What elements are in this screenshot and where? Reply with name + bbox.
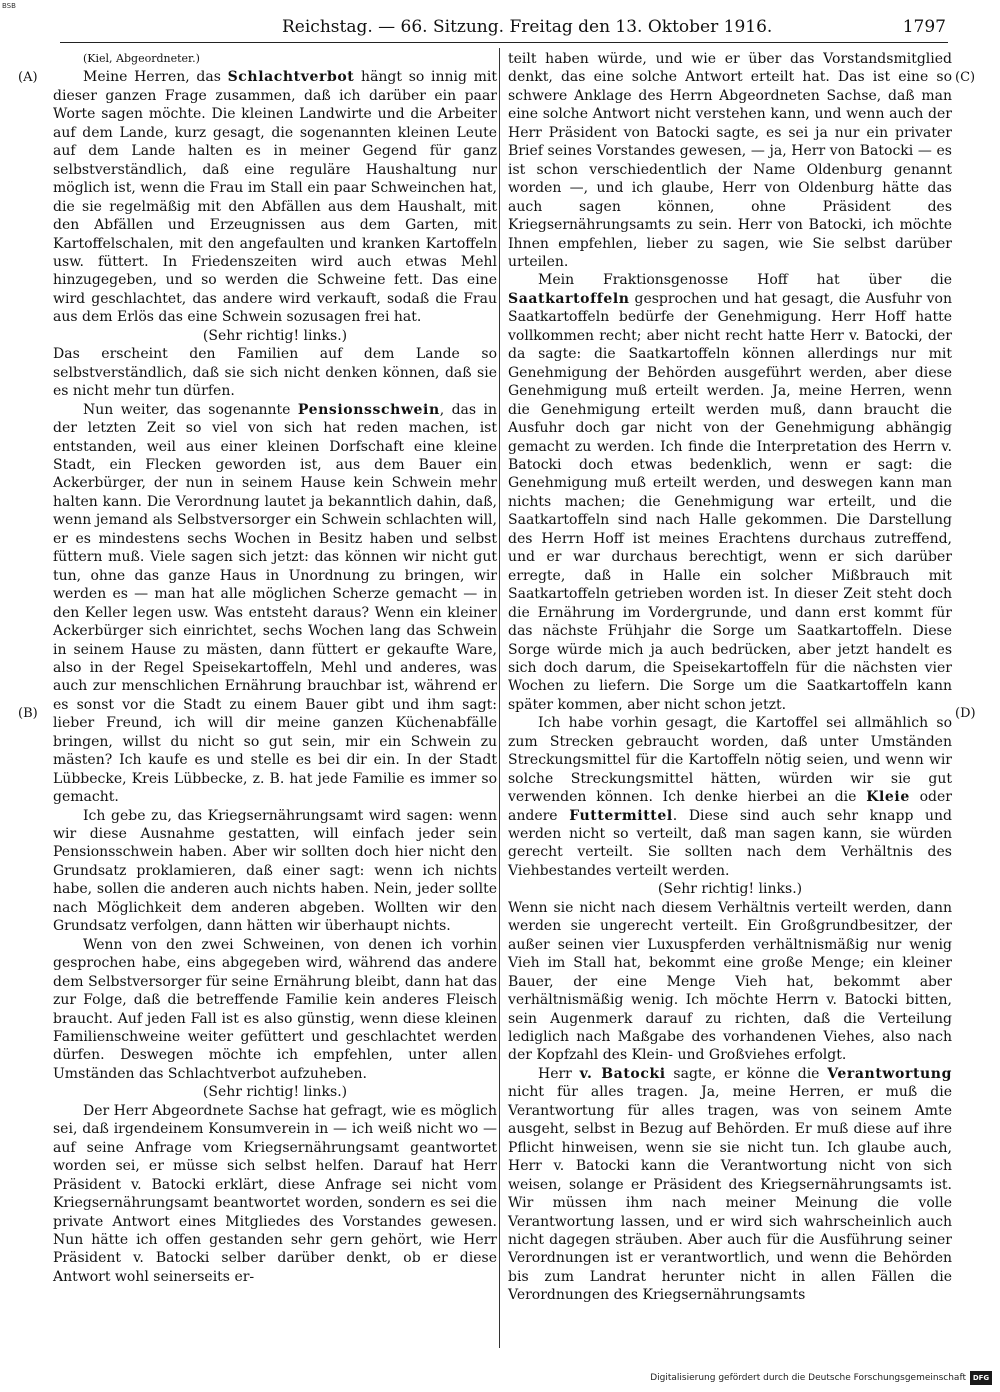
column-divider xyxy=(499,48,500,1348)
margin-letter-b: (B) xyxy=(18,706,38,721)
bold-term: Verantwortung xyxy=(827,1065,952,1082)
paragraph: Mein Fraktionsgenosse Hoff hat über die Saatkartoffeln gesprochen und hat gesagt, die Ausfuhr von Saatkartoffeln bedürfe der Genehmigung. Herr Hoff hatte vollkommen recht; aber nicht recht hatte Herr v. Batocki, der da sagte: die Saatkartoffeln können allerdings nur mit Genehmigung der Behörden ausgeführt werden, aber diese Genehmigung muß erteilt werden. Ja, meine Herren, wenn die Genehmigung erteilt werden muß, dann braucht die Ausfuhr doch gar nicht von der Genehmigung abhängig gemacht zu werden. Ich finde die Interpretation des Herrn v. Batocki doch etwas bedenklich, wenn er sagt: die Genehmigung muß erteilt werden, und deswegen kann man nichts machen; die Genehmigung war erteilt, und die Saatkartoffeln sind nach Halle gekommen. Die Darstellung des Herrn Hoff ist meines Erachtens durchaus zutreffend, und er war durchaus berechtigt, wenn er sich darüber erregte, daß in Halle ein solcher Mißbrauch mit Saatkartoffeln getrieben worden ist. In dieser Zeit steht doch die Ernährung im Vordergrunde, und dann erst kommt für das nächste Frühjahr die Sorge um Saatkartoffeln. Diese Sorge würde mich ja auch bedrücken, aber jetzt handelt es sich doch darum, die Speisekartoffeln für die nächsten vier Wochen zu liefern. Die Sorge um die Saatkartoffeln kann später kommen, aber nicht schon jetzt. xyxy=(508,272,952,713)
library-mark: BSB xyxy=(2,2,16,10)
right-column xyxy=(508,50,952,1305)
paragraph: Ich habe vorhin gesagt, die Kartoffel sei allmählich so zum Strecken gebraucht worden, daß unter Umständen Streckungsmittel für die Kartoffeln nötig seien, und wenn wir solche Streckungsmittel hätten, würden wir sie gut verwenden können. Ich denke hierbei an die Kleie oder andere Futtermittel. Diese sind auch sehr knapp und werden nicht so verteilt, daß man sagen kann, sie würden gerecht verteilt. Sie sollten nach dem Verhältnis des Viehbestandes verteilt werden. xyxy=(508,715,952,879)
paragraph: Der Herr Abgeordnete Sachse hat gefragt, wie es möglich sei, daß irgendeinem Konsumverein in — ich weiß nicht wo — auf seine Anfrage vom Kriegsernährungsamt geantwortet worden sei, er müsse sich selbst helfen. Darauf hat Herr Präsident v. Batocki erklärt, diese Anfrage sei nicht vom Kriegsernährungsamt beantwortet worden, sondern es sei die private Antwort eines Mitgliedes des Vorstandes gewesen. Nun hätte ich offen gestanden sehr gern gehört, wie Herr Präsident v. Batocki selber darüber denkt, ob er diese Antwort wohl seinerseits er- xyxy=(53,1102,497,1285)
bold-term: Schlachtverbot xyxy=(227,69,355,86)
dfg-logo: DFG xyxy=(970,1371,992,1385)
paragraph: Nun weiter, das sogenannte Pensionsschwein, das in der letzten Zeit so viel von sich hat reden machen, ist entstanden, weil aus einer kleinen Dorfschaft eine kleine Stadt, ein Flecken geworden ist, aus dem Bauer ein Ackerbürger, der nun in seinem Hause kein Schwein mehr halten kann. Die Verordnung lautet ja bekanntlich dahin, daß, wenn jemand als Selbstversorger ein Schwein schlachten will, er es mindestens sechs Wochen in Besitz haben und selbst füttern muß. Viele sagen sich jetzt: das können wir nicht gut tun, ohne das ganze Haus in Unordnung zu bringen, wir werden es — man hat alle möglichen Scherze gemacht — in den Keller legen usw. Was entsteht daraus? Wenn ein kleiner Ackerbürger sich einrichtet, sechs Wochen lang das Schwein in seinem Hause zu mästen, dann füttert er gekaufte Ware, also in der Regel Speisekartoffeln, Mehl und anderes, was auch zur menschlichen Ernährung brauchbar ist, während er es sonst vor die Stadt zu einem Bauer gibt und ihm sagt: lieber Freund, ich will dir meine ganzen Küchenabfälle bringen, willst du nicht so gut sein, mir ein Schwein zu mästen? Ich kaufe es und stelle es bei dir ein. In der Stadt Lübbecke, Kreis Lübbecke, z. B. hat jede Familie es immer so gemacht. xyxy=(53,401,497,806)
header-title: Reichstag. — 66. Sitzung. Freitag den 13. Oktober 1916. xyxy=(282,17,773,37)
page-number: 1797 xyxy=(902,17,946,37)
paragraph: teilt haben würde, und wie er über das Vorstandsmitglied denkt, das eine solche Antwort erteilt hat. Das ist eine so schwere Anklage des Herrn Abgeordneten Sachse, daß man eine solche Antwort nicht verstehen kann, und wenn auch der Herr Präsident von Batocki sagte, es sei ja nur ein privater Brief seines Vorstandes gewesen, — ja, Herr von Batocki — es ist schon verschiedentlich der Name Oldenburg genannt worden —, und ich glaube, Herr von Oldenburg hätte das auch sagen können, ohne Präsident des Kriegsernährungsamts zu sein. Herr von Batocki, ich möchte Ihnen empfehlen, lieber zu sagen, wie Sie selbst darüber urteilen. xyxy=(508,51,952,270)
paragraph: Das erscheint den Familien auf dem Lande so selbstverständlich, daß sie sich nicht denken können, daß sie es nicht mehr tun dürfen. xyxy=(53,346,497,400)
bold-term: Futtermittel xyxy=(569,807,673,824)
left-column xyxy=(53,50,497,1286)
page-header xyxy=(60,14,948,43)
margin-letter-a: (A) xyxy=(18,70,38,85)
margin-letter-c: (C) xyxy=(955,70,976,85)
bold-term: Pensionsschwein xyxy=(297,401,440,418)
interjection: (Sehr richtig! links.) xyxy=(202,327,348,344)
bold-term: Saatkartoffeln xyxy=(508,290,630,307)
paragraph: Wenn von den zwei Schweinen, von denen ich vorhin gesprochen habe, eins abgegeben wird, während das andere dem Selbstversorger für seine Ernährung bleibt, dann hat das zur Folge, daß die betreffende Familie kein anderes Fleisch braucht. Auf jeden Fall ist es also günstig, wenn diese kleinen Familienschweine weiter gefüttert und geschlachtet werden dürfen. Deswegen möchte ich empfehlen, unter allen Umständen das Schlachtverbot aufzuheben. xyxy=(53,936,497,1082)
bold-term: Kleie xyxy=(866,789,910,806)
footer-credit: Digitalisierung gefördert durch die Deutsche Forschungsgemeinschaft xyxy=(650,1373,966,1383)
bold-term: v. Batocki xyxy=(579,1065,666,1082)
paragraph: Ich gebe zu, das Kriegsernährungsamt wird sagen: wenn wir diese Ausnahme gestatten, will einfach jeder sein Pensionsschwein haben. Aber wir sollten doch hier nicht den Grundsatz proklamieren, daß einer sagt: wenn ich nichts habe, sollen die anderen auch nichts haben. Nein, jeder sollte nach Möglichkeit dem anderen abgeben. Wollten wir den Grundsatz verfolgen, dann hätten wir überhaupt nichts. xyxy=(53,807,497,935)
interjection: (Sehr richtig! links.) xyxy=(202,1084,348,1101)
interjection: (Sehr richtig! links.) xyxy=(657,881,803,898)
paragraph: Herr v. Batocki sagte, er könne die Verantwortung nicht für alles tragen. Ja, meine Herren, er muß die Verantwortung für alles tragen, was von seinem Amte ausgeht, selbst in Bezug auf Behörden. Er muß diese auf ihre Pflicht hinweisen, wenn sie sie nicht tun. Ich glaube auch, Herr v. Batocki kann die Verantwortung nicht von sich weisen, solange er Präsident des Kriegsernährungsamts ist. Wir müssen ihm nach meiner Meinung die volle Verantwortung lassen, und er wird sich wahrscheinlich auch nicht dagegen sträuben. Aber auch für die Ausführung seiner Verordnungen ist er verantwortlich, und wenn die Behörden bis zum Landrat herunter nicht in allen Fällen die Verordnungen des Kriegsernährungsamts xyxy=(508,1065,952,1304)
paragraph: Wenn sie nicht nach diesem Verhältnis verteilt werden, dann werden sie ungerecht verteilt. Ein Großgrundbesitzer, der außer seinen vier Luxuspferden verhältnismäßig nur wenig Vieh im Stall hat, bekommt eine große Menge; ein kleiner Bauer, der eine Menge Vieh hat, bekommt aber verhältnismäßig wenig. Ich möchte Herrn v. Batocki bitten, sein Augenmerk darauf zu richten, daß die Verteilung lediglich nach Maßgabe des vorhandenen Viehes, also nach der Kopfzahl des Klein- und Großviehes erfolgt. xyxy=(508,899,952,1064)
paragraph: Meine Herren, das Schlachtverbot hängt so innig mit dieser ganzen Frage zusammen, daß ich darüber ein paar Worte sagen möchte. Die kleinen Landwirte und die Arbeiter auf dem Lande, kurz gesagt, die sogenannten kleinen Leute auf dem Lande halten es in meiner Gegend für ganz selbstverständlich, daß eine reguläre Haushaltung nur möglich ist, wenn die Frau im Stall ein paar Schweinchen hat, die sie regelmäßig mit den Abfällen aus dem Haushalt, mit den Abfällen und Erzeugnissen aus dem Garten, mit Kartoffelschalen, mit den angefaulten und kranken Kartoffeln usw. füttert. In Friedenszeiten wird auch etwas Mehl hinzugegeben, und so werden die Schweine fett. Das eine wird geschlachtet, das andere wird verkauft, sodaß die Frau aus dem Erlös das eine Schwein sozusagen frei hat. xyxy=(53,69,498,326)
speaker-label: (Kiel, Abgeordneter.) xyxy=(83,52,200,65)
margin-letter-d: (D) xyxy=(955,706,976,721)
